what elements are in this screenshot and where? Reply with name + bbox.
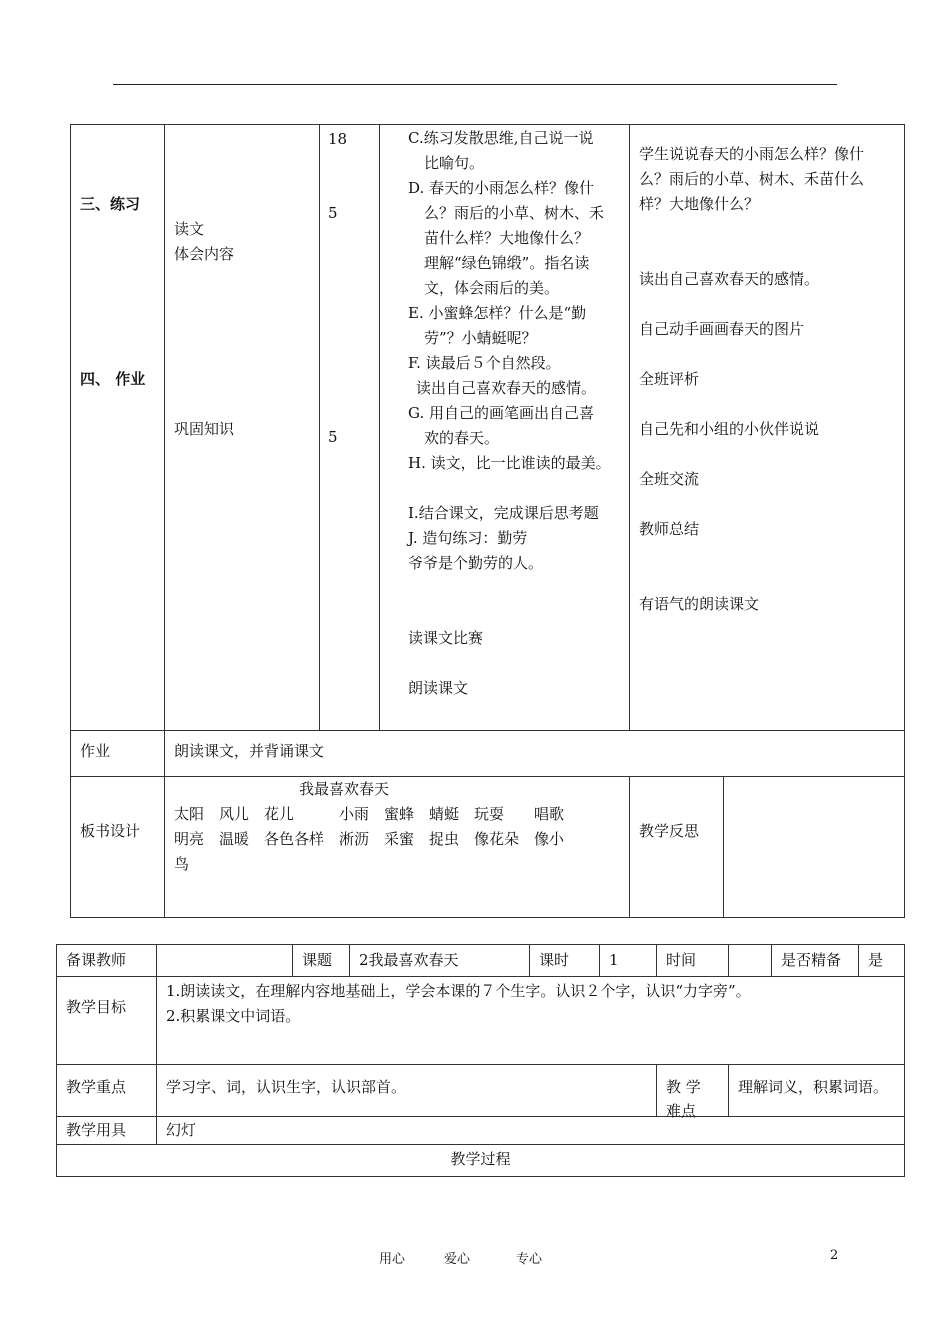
time-value: 18: [328, 130, 348, 148]
process-line: 朗读课文: [408, 679, 469, 697]
prepared-label-cell: [772, 945, 859, 977]
board-design-label-cell: [71, 777, 165, 918]
header-rule: [113, 84, 837, 85]
board-line: 鸟: [174, 855, 190, 873]
student-line: 全班交流: [639, 470, 700, 488]
activity-consolidate: 巩固知识: [174, 420, 235, 438]
process-line: 比喻句。: [424, 154, 485, 172]
student-line: 学生说说春天的小雨怎么样？像什: [639, 145, 865, 163]
student-line: [639, 217, 864, 242]
topic-label: 课题: [302, 951, 333, 969]
tools-label: 教学用具: [66, 1121, 127, 1139]
board-line: 明亮 温暖 各色各样 淅沥 采蜜 捉虫 像花朵 像小: [174, 830, 565, 848]
process-line: C.练习发散思维,自己说一说: [408, 129, 594, 147]
process-line: 爷爷是个勤劳的人。: [408, 554, 544, 572]
process-line: 劳”？小蜻蜓呢？: [424, 329, 537, 347]
time-value-cell: [729, 945, 772, 977]
reflection-content-cell: [724, 777, 905, 918]
process-line: E. 小蜜蜂怎样？什么是“勤: [408, 304, 587, 322]
process-line: F. 读最后５个自然段。: [408, 354, 561, 372]
difficulty-value: 理解词义，积累词语。: [738, 1078, 889, 1096]
reflection-label-cell: [630, 777, 724, 918]
hours-label-cell: [530, 945, 600, 977]
process-line: [408, 476, 630, 501]
activity-read: 读文: [174, 220, 205, 238]
student-activity-lines: [639, 142, 864, 617]
key-value-cell: [157, 1065, 657, 1117]
student-line: 自己动手画画春天的图片: [639, 320, 805, 338]
process-line: J. 造句练习：勤劳: [408, 529, 528, 547]
prepared-value-cell: [859, 945, 905, 977]
homework-label-cell: [71, 731, 165, 777]
key-value: 学习字、词，认识生字，认识部首。: [166, 1078, 407, 1096]
student-line: [639, 242, 864, 267]
tools-value-cell: [157, 1117, 905, 1145]
topic-label-cell: [293, 945, 350, 977]
hours-value-cell: [600, 945, 657, 977]
goal-content-cell: [157, 977, 905, 1065]
activity-understand: 体会内容: [174, 245, 235, 263]
process-line: G. 用自己的画笔画出自己喜: [408, 404, 594, 422]
time-label: 时间: [666, 951, 697, 969]
difficulty-value-cell: [729, 1065, 905, 1117]
footer-motto: 爱心: [444, 1252, 471, 1267]
process-line: [408, 576, 630, 601]
board-title: 我最喜欢春天: [299, 780, 390, 798]
difficulty-label: 难点: [666, 1102, 697, 1120]
student-line: [639, 392, 864, 417]
board-design-label: 板书设计: [80, 822, 141, 840]
student-line: 样？大地像什么？: [639, 195, 760, 213]
teacher-value-cell: [157, 945, 293, 977]
lesson-process-table: [70, 124, 905, 918]
process-line: D. 春天的小雨怎么样？像什: [408, 179, 595, 197]
student-line: [639, 492, 864, 517]
time-value: 5: [328, 204, 338, 222]
prepared-value: 是: [868, 951, 884, 969]
student-line: [639, 542, 864, 567]
student-line: [639, 567, 864, 592]
time-cell: [320, 125, 380, 731]
process-title: 教学过程: [450, 1150, 511, 1168]
hours-label: 课时: [539, 951, 570, 969]
goal-label-cell: [57, 977, 157, 1065]
goal-label: 教学目标: [66, 998, 127, 1016]
process-line: I.结合课文，完成课后思考题: [408, 504, 599, 522]
lesson-info-table: [56, 944, 905, 1177]
reflection-label: 教学反思: [639, 822, 700, 840]
process-line: 读课文比赛: [408, 629, 484, 647]
process-line: [408, 651, 630, 676]
tools-label-cell: [57, 1117, 157, 1145]
goal-line: 2.积累课文中词语。: [166, 1007, 301, 1025]
teacher-label: 备课教师: [66, 951, 127, 969]
homework-label: 作业: [80, 742, 111, 760]
homework-content: 朗读课文，并背诵课文: [174, 742, 325, 760]
student-activity-cell: [630, 125, 905, 731]
activity-cell: [165, 125, 320, 731]
process-line: 么？雨后的小草、树木、禾: [424, 204, 605, 222]
footer-motto: 专心: [516, 1252, 543, 1267]
process-line: 文，体会雨后的美。: [424, 279, 560, 297]
student-line: 有语气的朗读课文: [639, 595, 760, 613]
student-line: 么？雨后的小草、树木、禾苗什么: [639, 170, 865, 188]
student-line: [639, 292, 864, 317]
key-label: 教学重点: [66, 1078, 127, 1096]
process-line: 理解“绿色锦缎”。指名读: [424, 254, 590, 272]
difficulty-label-cell: [657, 1065, 729, 1120]
teacher-label-cell: [57, 945, 157, 977]
step-label-practice: 三、练习: [80, 195, 141, 213]
teaching-process-cell: [380, 125, 630, 731]
process-line: 欢的春天。: [424, 429, 500, 447]
difficulty-label: 教 学: [666, 1078, 701, 1096]
key-label-cell: [57, 1065, 157, 1117]
homework-content-cell: [165, 731, 905, 777]
process-line: 读出自己喜欢春天的感情。: [416, 379, 597, 397]
process-line: 苗什么样？大地像什么？: [424, 229, 590, 247]
student-line: [639, 442, 864, 467]
student-line: [639, 342, 864, 367]
time-label-cell: [657, 945, 729, 977]
process-line: H. 读文，比一比谁读的最美。: [408, 454, 611, 472]
prepared-label: 是否精备: [781, 951, 842, 969]
step-cell: [71, 125, 165, 731]
process-title-cell: [57, 1145, 905, 1177]
hours-value: 1: [609, 951, 619, 969]
teaching-process-lines: [408, 126, 630, 701]
topic-value-cell: [350, 945, 530, 977]
process-line: [408, 601, 630, 626]
student-line: 全班评析: [639, 370, 700, 388]
student-line: 自己先和小组的小伙伴说说: [639, 420, 820, 438]
page-number: 2: [830, 1248, 839, 1263]
time-value: 5: [328, 428, 338, 446]
step-label-homework: 四、 作业: [80, 370, 146, 388]
student-line: 读出自己喜欢春天的感情。: [639, 270, 820, 288]
student-line: 教师总结: [639, 520, 700, 538]
footer-motto: 用心: [379, 1252, 406, 1267]
board-design-content-cell: [165, 777, 630, 918]
tools-value: 幻灯: [166, 1121, 197, 1139]
topic-value: 2我最喜欢春天: [359, 951, 459, 969]
board-line: 太阳 风儿 花儿 小雨 蜜蜂 蜻蜓 玩耍 唱歌: [174, 805, 565, 823]
goal-line: 1.朗读读文，在理解内容地基础上，学会本课的７个生字。认识２个字，认识“力字旁”。: [166, 982, 751, 1000]
